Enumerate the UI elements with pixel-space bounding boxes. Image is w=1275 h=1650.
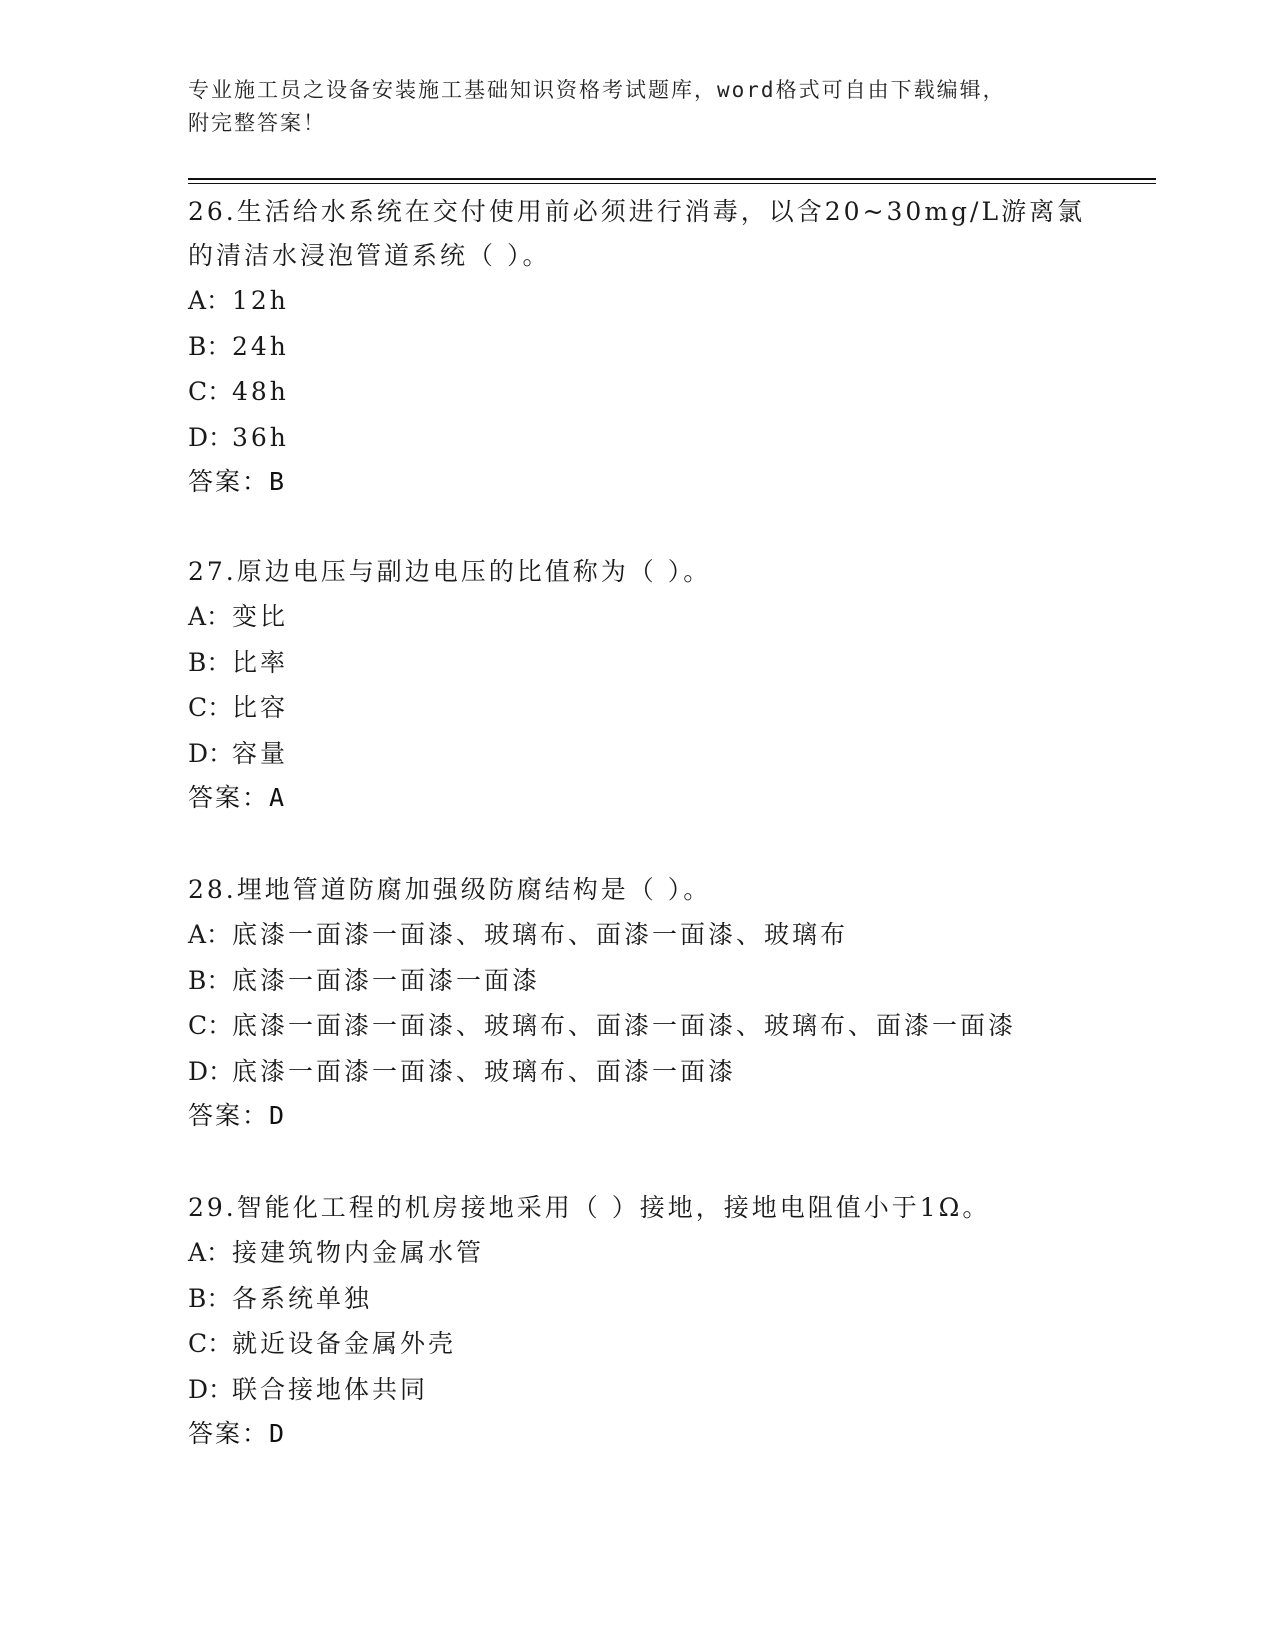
option-letter: D： <box>188 1374 234 1404</box>
answer-line: 答案：A <box>188 783 287 812</box>
option-text: 接建筑物内金属水管 <box>232 1238 485 1267</box>
option-text: 12h <box>232 286 289 315</box>
option-text: 24h <box>232 331 289 361</box>
option-text: 联合接地体共同 <box>232 1374 429 1404</box>
option-text: 各系统单独 <box>232 1283 373 1313</box>
option-c <box>188 369 1088 415</box>
option-text: 36h <box>232 422 289 452</box>
option-text: 48h <box>232 377 289 406</box>
question-29 <box>188 1186 1088 1456</box>
option-letter: C： <box>188 377 233 406</box>
option-a <box>188 912 1088 958</box>
option-c <box>188 1003 1088 1049</box>
option-letter: D： <box>188 422 234 452</box>
option-letter: C： <box>188 1329 233 1358</box>
answer-line: 答案：B <box>188 467 287 496</box>
option-d <box>188 731 1088 777</box>
question-stem: 26.生活给水系统在交付使用前必须进行消毒，以含20~30mg/L游离氯 <box>188 197 1086 226</box>
question-26 <box>188 190 1088 504</box>
option-d <box>188 1049 1088 1095</box>
header-line-1: 专业施工员之设备安装施工基础知识资格考试题库，word格式可自由下载编辑， <box>188 78 1006 102</box>
option-text: 底漆一面漆一面漆、玻璃布、面漆一面漆、玻璃布、面漆一面漆 <box>232 1011 1017 1040</box>
option-text: 底漆一面漆一面漆、玻璃布、面漆一面漆、玻璃布 <box>232 920 849 949</box>
option-d <box>188 1367 1088 1413</box>
question-28 <box>188 868 1088 1138</box>
option-letter: D： <box>188 738 234 768</box>
option-text: 变比 <box>232 602 289 631</box>
option-letter: C： <box>188 693 233 722</box>
option-text: 比率 <box>232 647 289 677</box>
option-letter: A： <box>188 920 232 949</box>
question-stem: 29.智能化工程的机房接地采用（ ）接地，接地电阻值小于1Ω。 <box>188 1193 991 1222</box>
option-text: 就近设备金属外壳 <box>232 1329 457 1358</box>
option-a <box>188 278 1088 324</box>
question-stem: 28.埋地管道防腐加强级防腐结构是（ ）。 <box>188 875 712 904</box>
option-text: 比容 <box>232 693 289 722</box>
option-letter: B： <box>188 331 232 361</box>
option-letter: A： <box>188 1238 232 1267</box>
header-line-2: 附完整答案！ <box>188 111 326 135</box>
option-letter: C： <box>188 1011 233 1040</box>
option-a <box>188 594 1088 640</box>
option-b <box>188 1276 1088 1322</box>
header-divider-thin <box>188 183 1156 184</box>
option-letter: B： <box>188 1283 232 1313</box>
document-header <box>188 74 1068 140</box>
question-stem: 27.原边电压与副边电压的比值称为（ ）。 <box>188 557 712 586</box>
answer-line: 答案：D <box>188 1101 287 1130</box>
option-c <box>188 1321 1088 1367</box>
option-d <box>188 415 1088 461</box>
option-text: 底漆一面漆一面漆一面漆 <box>232 965 541 995</box>
option-letter: A： <box>188 286 232 315</box>
option-letter: D： <box>188 1056 234 1086</box>
question-stem-continued: 的清洁水浸泡管道系统（ ）。 <box>188 241 551 270</box>
option-c <box>188 685 1088 731</box>
answer-line: 答案：D <box>188 1419 287 1448</box>
option-text: 底漆一面漆一面漆、玻璃布、面漆一面漆 <box>232 1056 737 1086</box>
option-b <box>188 640 1088 686</box>
option-letter: B： <box>188 647 232 677</box>
option-letter: A： <box>188 602 232 631</box>
option-b <box>188 324 1088 370</box>
option-b <box>188 958 1088 1004</box>
option-a <box>188 1230 1088 1276</box>
question-27 <box>188 550 1088 820</box>
header-divider-thick <box>188 178 1156 180</box>
option-text: 容量 <box>232 738 289 768</box>
option-letter: B： <box>188 965 232 995</box>
